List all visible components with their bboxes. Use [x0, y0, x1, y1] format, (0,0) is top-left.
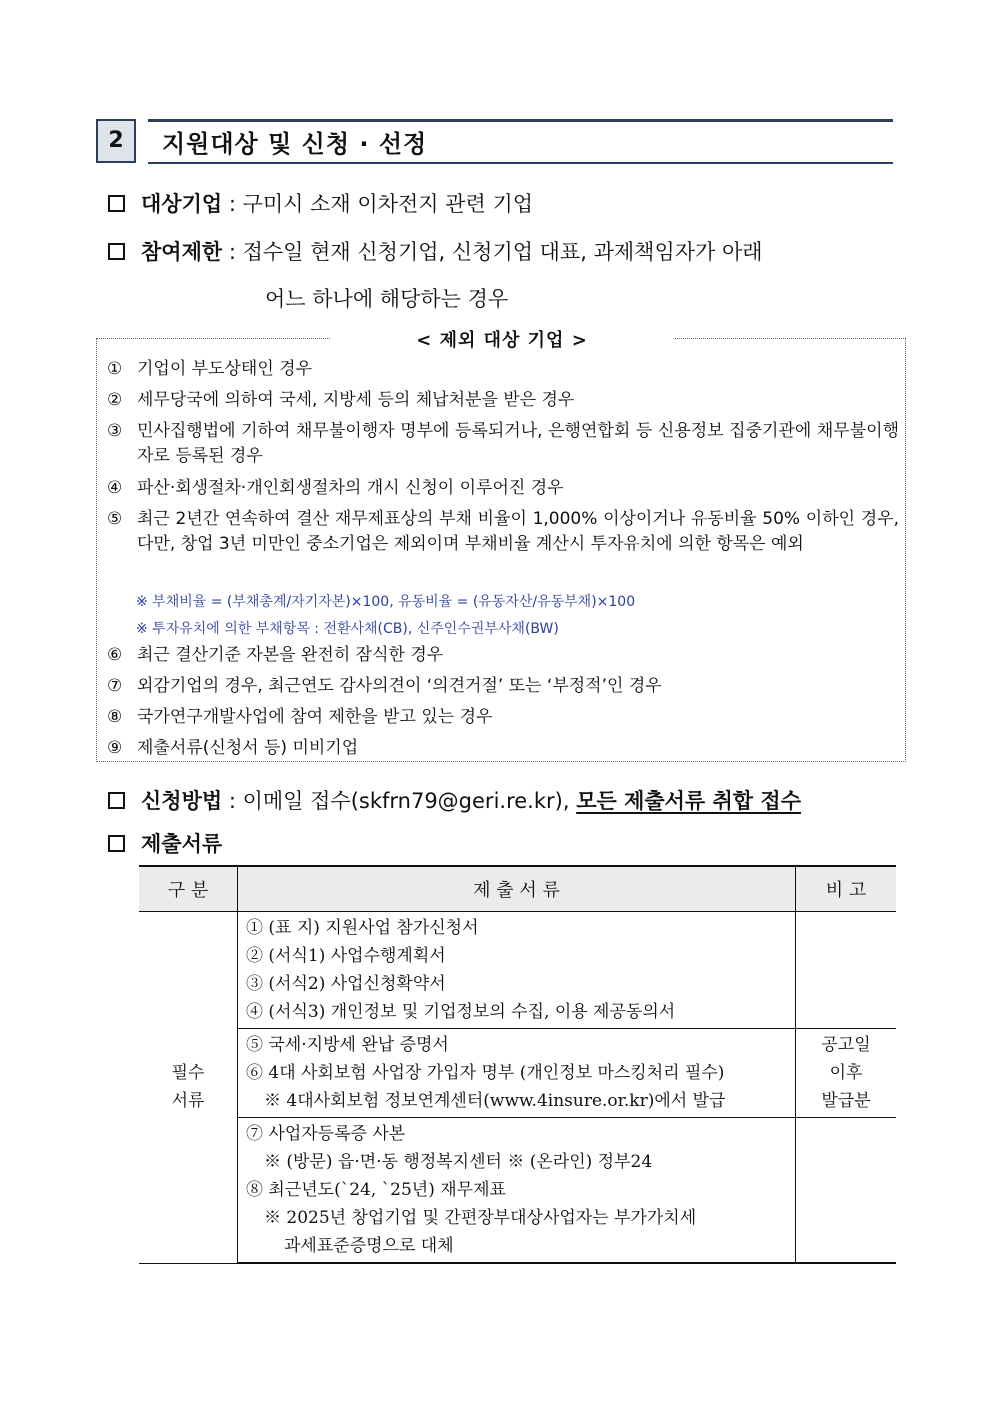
col-header-documents: 제 출 서 류 [238, 866, 796, 912]
section-number: 2 [96, 119, 136, 163]
table-row [139, 912, 896, 1029]
target-sep: : [222, 192, 243, 216]
documents-label: 제출서류 [141, 832, 223, 856]
exclusion-item: ③ 민사집행법에 기하여 채무불이행자 명부에 등록되거나, 은행연합회 등 신용정보 집중기관에 채무불이행자로 등록된 경우 [107, 421, 899, 466]
checkbox-icon [108, 243, 125, 260]
exclusion-note: ※ 투자유치에 의한 부채항목 : 전환사채(CB), 신주인수권부사채(BW) [136, 621, 559, 637]
method-label: 신청방법 [141, 789, 223, 813]
category-cell: 필수 서류 [139, 912, 238, 1264]
method-emphasis: 모든 제출서류 취합 접수 [576, 789, 801, 813]
table-row [139, 1118, 896, 1264]
restriction-label: 참여제한 [141, 240, 223, 264]
checkbox-icon [108, 195, 125, 212]
exclusion-item: ⑦ 외감기업의 경우, 최근연도 감사의견이 ‘의견거절’ 또는 ‘부정적’인 경우 [107, 676, 662, 696]
target-row [108, 188, 533, 218]
exclusion-item: ⑥ 최근 결산기준 자본을 완전히 잠식한 경우 [107, 645, 444, 665]
documents-table [139, 865, 896, 1264]
exclusion-title: < 제외 대상 기업 > [330, 326, 674, 352]
col-header-remark: 비 고 [796, 866, 897, 912]
section-rule-bottom [148, 162, 893, 164]
restriction-line2: 어느 하나에 해당하는 경우 [265, 287, 509, 311]
method-row [108, 785, 801, 815]
exclusion-item: ⑨ 제출서류(신청서 등) 미비기업 [107, 738, 359, 758]
table-row [139, 1029, 896, 1118]
restriction-row [108, 236, 763, 266]
restriction-line1: 접수일 현재 신청기업, 신청기업 대표, 과제책임자가 아래 [242, 240, 763, 264]
exclusion-note: ※ 부채비율 = (부채총계/자기자본)×100, 유동비율 = (유동자산/유동부채)×100 [136, 594, 636, 610]
method-text: 이메일 접수(skfrn79@geri.re.kr), [242, 789, 577, 813]
exclusion-item: ④ 파산·회생절차·개인회생절차의 개시 신청이 이루어진 경우 [107, 478, 564, 498]
documents-row [108, 828, 222, 858]
target-text: 구미시 소재 이차전지 관련 기업 [242, 192, 534, 216]
checkbox-icon [108, 792, 125, 809]
remark-cell-empty [796, 912, 897, 1029]
restriction-sep: : [222, 240, 243, 264]
remark-cell: 공고일 이후 발급분 [796, 1029, 897, 1118]
target-label: 대상기업 [141, 192, 223, 216]
remark-cell-empty [796, 1118, 897, 1264]
documents-group-3: ⑦ 사업자등록증 사본 ※ (방문) 읍·면·동 행정복지센터 ※ (온라인) 정부24 ⑧ 최근년도(`24, `25년) 재무제표 ※ 2025년 창업기업 및 간편장부대상사업자는 부가가치세 과세표준증명으로 대체 [238, 1118, 796, 1264]
exclusion-item: ⑤ 최근 2년간 연속하여 결산 재무제표상의 부채 비율이 1,000% 이상이거나 유동비율 50% 이하인 경우, 다만, 창업 3년 미만인 중소기업은 제외이며 부채비율 계산시 투자유치에 의한 항목은 예외 [107, 509, 899, 554]
checkbox-icon [108, 835, 125, 852]
exclusion-item: ① 기업이 부도상태인 경우 [107, 359, 313, 379]
col-header-category: 구 분 [139, 866, 238, 912]
section-title: 지원대상 및 신청 · 선정 [162, 130, 428, 158]
section-rule-top [148, 119, 893, 122]
table-header-row [139, 866, 896, 912]
documents-group-2: ⑤ 국세·지방세 완납 증명서 ⑥ 4대 사회보험 사업장 가입자 명부 (개인정보 마스킹처리 필수) ※ 4대사회보험 정보연계센터(www.4insure.or.kr)에서 발급 [238, 1029, 796, 1118]
documents-group-1: ① (표 지) 지원사업 참가신청서 ② (서식1) 사업수행계획서 ③ (서식2) 사업신청확약서 ④ (서식3) 개인정보 및 기업정보의 수집, 이용 제공동의서 [238, 912, 796, 1029]
method-sep: : [222, 789, 243, 813]
exclusion-item: ② 세무당국에 의하여 국세, 지방세 등의 체납처분을 받은 경우 [107, 390, 575, 410]
exclusion-item: ⑧ 국가연구개발사업에 참여 제한을 받고 있는 경우 [107, 707, 493, 727]
